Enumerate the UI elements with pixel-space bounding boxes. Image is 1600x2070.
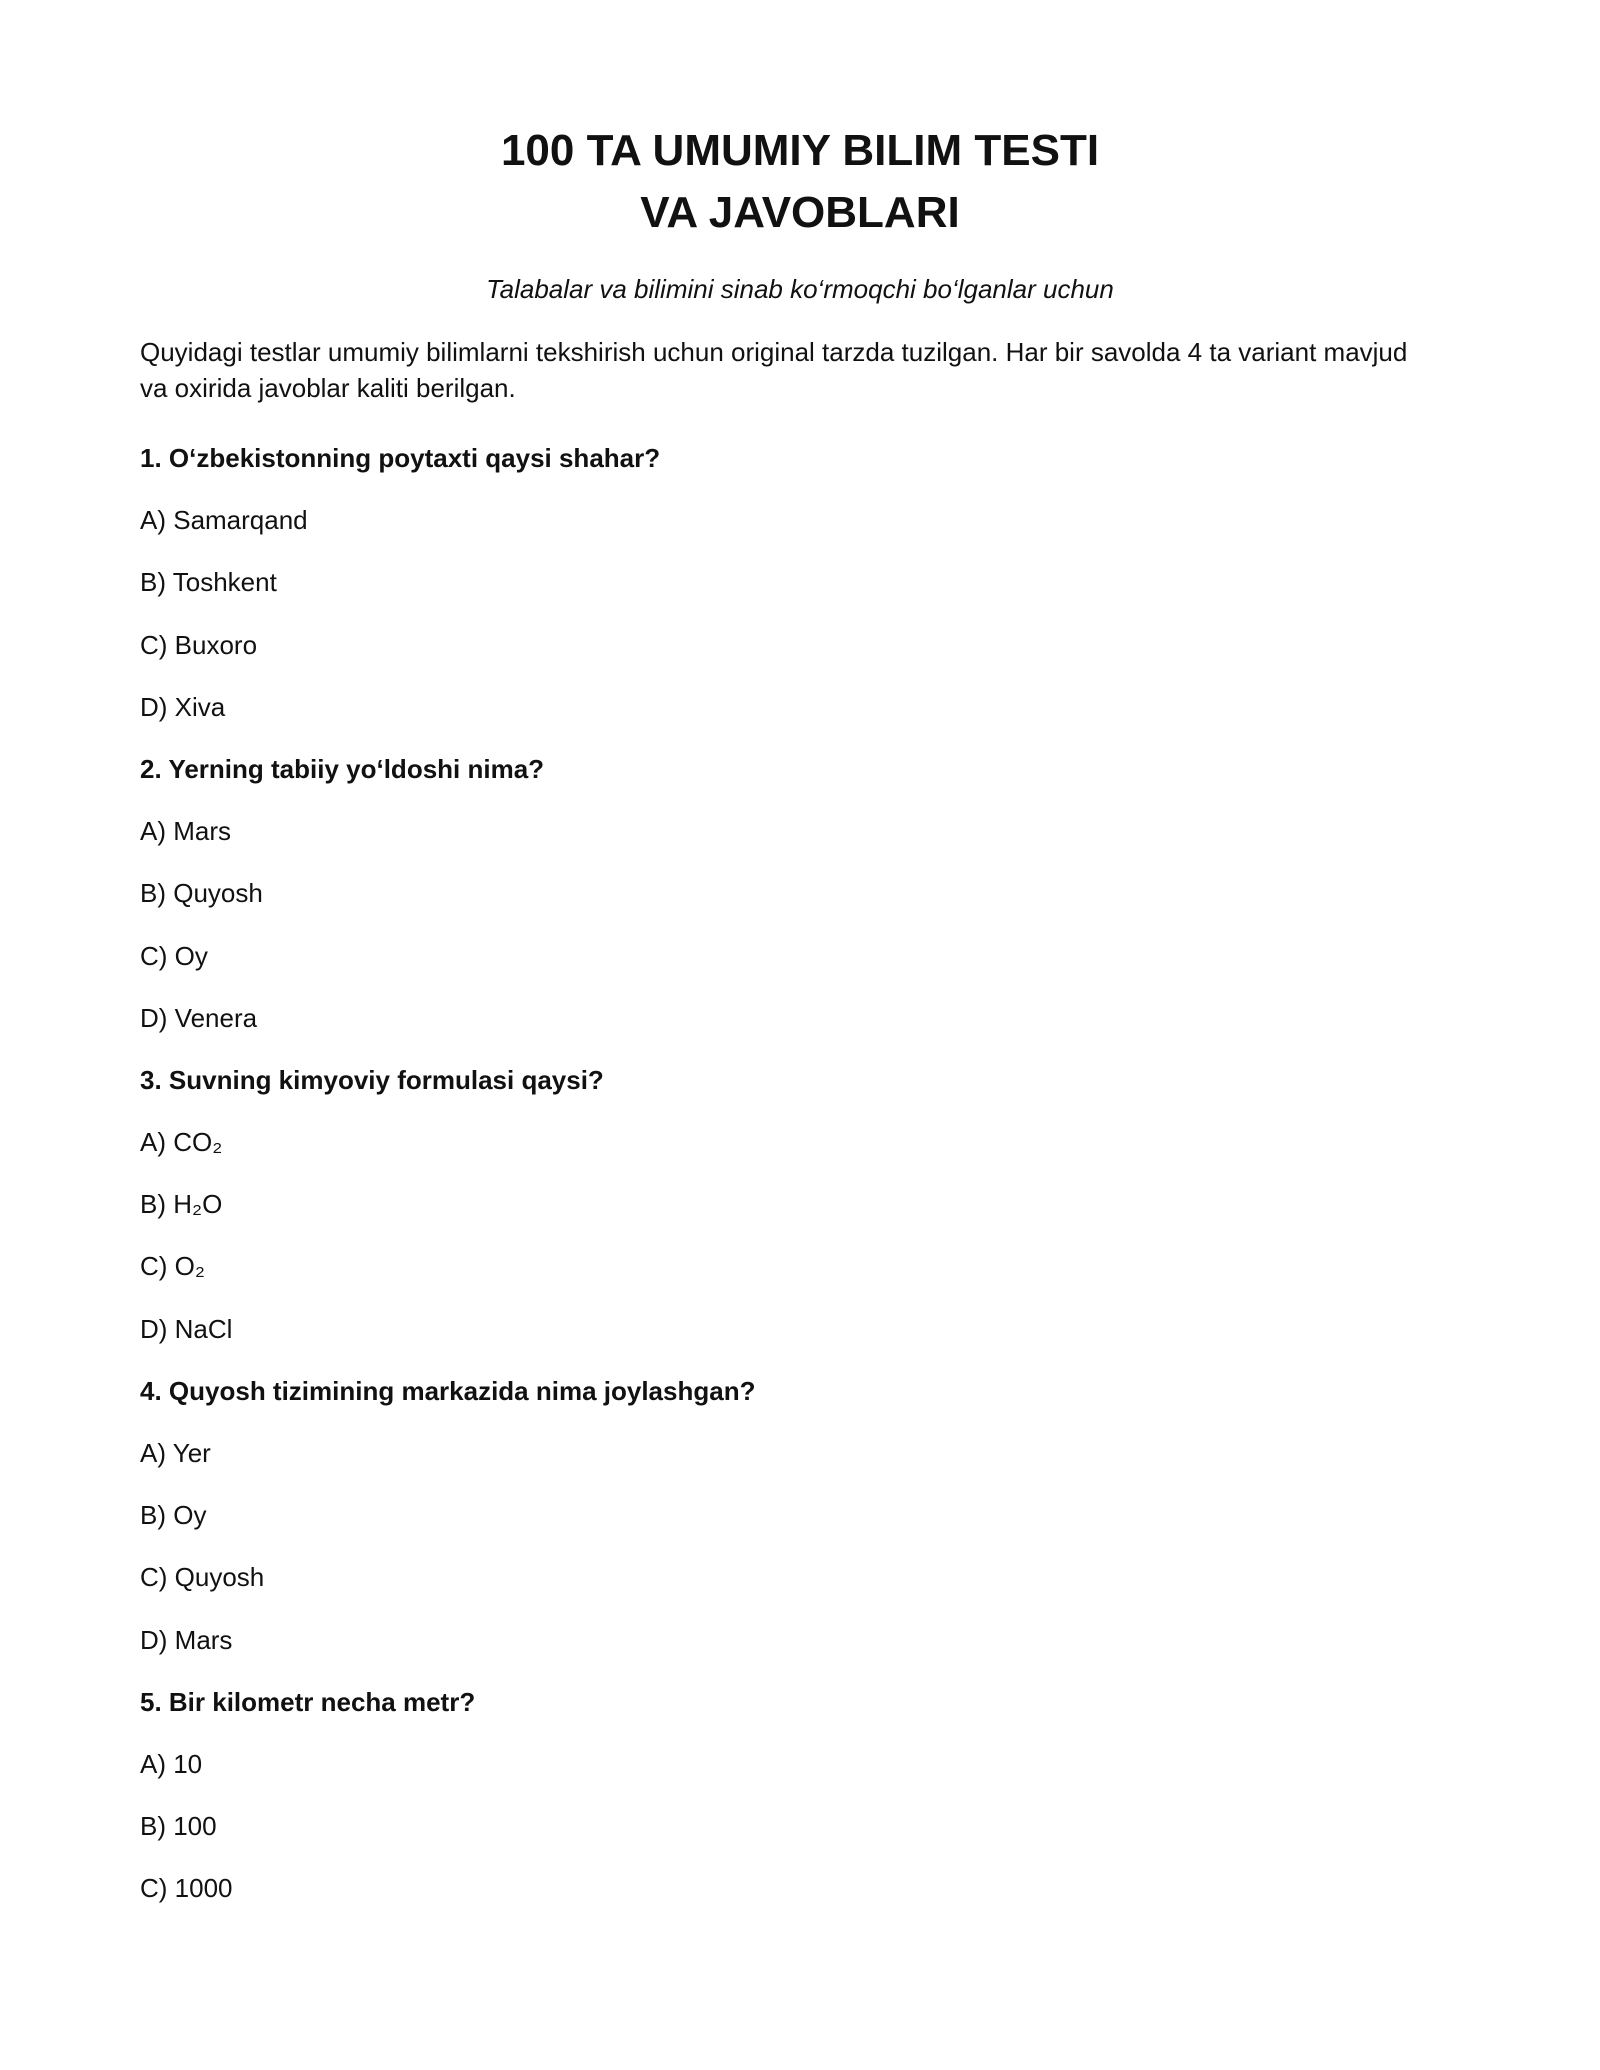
title-line-1: 100 TA UMUMIY BILIM TESTI <box>500 126 1100 175</box>
answer-option-b: B) Toshkent <box>140 567 277 598</box>
question-5 <box>140 1671 1440 1920</box>
question-2 <box>140 738 1440 1049</box>
answer-option-c: C) Oy <box>140 940 208 971</box>
answer-option-a: A) 10 <box>140 1748 203 1779</box>
answer-option-a: A) CO₂ <box>140 1127 223 1158</box>
title-line-2: VA JAVOBLARI <box>640 188 960 237</box>
answer-option-a: A) Yer <box>140 1438 211 1468</box>
question-3 <box>140 1049 1440 1360</box>
question-title: 4. Quyosh tizimining markazida nima joylashgan? <box>140 1375 756 1406</box>
answer-option-c: C) O₂ <box>140 1251 205 1282</box>
answer-option-b: B) Oy <box>140 1500 207 1531</box>
answer-option-d: D) Xiva <box>140 691 226 722</box>
intro-paragraph: Quyidagi testlar umumiy bilimlarni tekshirish uchun original tarzda tuzilgan. Har bir savolda 4 ta variant mavjud va oxirida javoblar kaliti berilgan. <box>140 337 1408 403</box>
answer-option-c: C) Quyosh <box>140 1562 265 1593</box>
question-4 <box>140 1360 1440 1671</box>
page-title <box>0 120 1600 244</box>
answer-option-b: B) 100 <box>140 1811 217 1842</box>
question-title: 3. Suvning kimyoviy formulasi qaysi? <box>140 1064 604 1095</box>
question-1 <box>140 427 1440 738</box>
answer-option-d: D) NaCl <box>140 1313 233 1344</box>
answer-option-c: C) 1000 <box>140 1873 233 1904</box>
answer-option-a: A) Mars <box>140 816 231 847</box>
question-title: 1. O‘zbekistonning poytaxti qaysi shahar? <box>140 443 661 473</box>
answer-option-d: D) Venera <box>140 1002 258 1033</box>
question-title: 2. Yerning tabiiy yo‘ldoshi nima? <box>140 753 545 784</box>
page-subtitle: Talabalar va bilimini sinab ko‘rmoqchi bo‘lganlar uchun <box>486 274 1114 304</box>
answer-option-b: B) H₂O <box>140 1189 223 1220</box>
question-title: 5. Bir kilometr necha metr? <box>140 1686 476 1717</box>
answer-option-c: C) Buxoro <box>140 629 258 660</box>
answer-option-b: B) Quyosh <box>140 878 263 909</box>
answer-option-a: A) Samarqand <box>140 505 308 536</box>
question-list <box>140 427 1440 1920</box>
answer-option-d: D) Mars <box>140 1624 233 1655</box>
